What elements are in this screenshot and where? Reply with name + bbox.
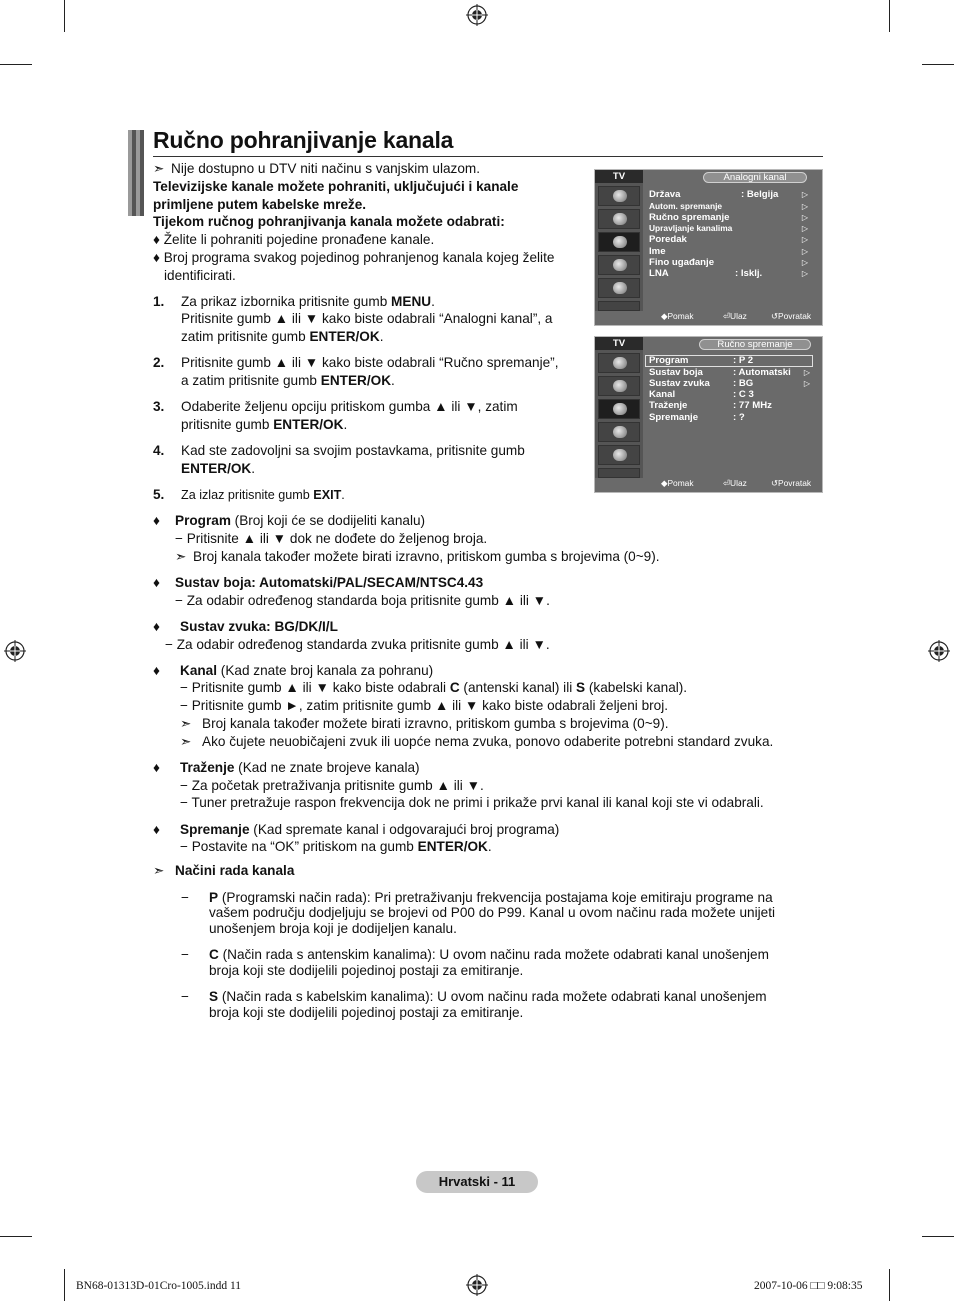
osd-application-icon [598,468,640,478]
crop-mark [64,0,65,32]
osd-item-ime[interactable]: Ime [649,246,666,257]
osd-picture-icon [598,353,640,373]
osd-arrow-icon: ▷ [801,202,808,211]
step-4-line-b: ENTER/OK. [181,461,256,476]
osd-footer [643,476,822,490]
osd-footer [643,309,822,323]
store-line-1: − Postavite na “OK” pritiskom na gumb ENTER/OK. [180,839,492,854]
step-4-number: 4. [153,443,165,458]
note-arrow-icon: ➣ [180,716,192,731]
registration-mark-icon [466,1274,488,1296]
intro-bullet-2a: ♦ Broj programa svakog pojedinog pohranjenog kanala kojeg želite [153,250,555,265]
crop-mark [922,64,954,65]
search-line-2: − Tuner pretražuje raspon frekvencija dok ne primi i prikaže prvi kanal ili kanal koji ste vi odabrali. [180,795,764,810]
osd-item-program[interactable]: Program [649,355,689,366]
osd-sidebar [595,183,643,311]
osd-application-icon [598,301,640,311]
osd-item-poredak[interactable]: Poredak [649,234,687,245]
mode-s-line-2: broja koji ste dodijelili pojedinoj postaji za emitiranje. [209,1005,524,1020]
mode-s-line-1: S (Način rada s kabelskim kanalima): U ovom načinu rada možete odabrati kanal unošenjem [209,989,767,1004]
osd-tv-label: TV [595,170,643,183]
step-2-line-b: a zatim pritisnite gumb ENTER/OK. [181,373,395,388]
osd-arrow-icon: ▷ [801,235,808,244]
osd-arrow-icon: ▷ [801,213,808,222]
mode-p-line-3: unošenjem broja koji je dodijeljen kanalu. [209,921,457,936]
store-heading: Spremanje (Kad spremate kanal i odgovarajući broj programa) [180,822,560,837]
registration-mark-icon [466,4,488,26]
crop-mark [889,1269,890,1301]
osd-tv-label: TV [595,337,643,350]
osd-manual-store-menu [594,336,823,493]
osd-item-sustav-boja[interactable]: Sustav boja [649,367,703,378]
osd-menu-title: Analogni kanal [703,172,807,183]
bullet-diamond: ♦ [153,575,160,590]
intro-bullet-2b: identificirati. [164,268,236,283]
page-number-label: Hrvatski - 11 [416,1171,538,1193]
registration-mark-icon [4,640,26,662]
color-system-heading: Sustav boja: Automatski/PAL/SECAM/NTSC4.43 [175,575,484,590]
osd-arrow-icon: ▷ [801,269,808,278]
osd-foot-return: ↺ Povratak [771,311,812,321]
channel-modes-heading: ➣ Načini rada kanala [153,863,295,878]
osd-foot-move: ◆ Pomak [661,311,694,321]
bullet-diamond: ♦ [153,663,160,678]
osd-value-program: : P 2 [733,355,754,366]
footer-file-name: BN68-01313D-01Cro-1005.indd 11 [76,1280,242,1292]
osd-sidebar [595,350,643,478]
note-arrow-icon: ➣ [153,863,165,878]
osd-arrow-icon: ▷ [801,224,808,233]
note-arrow-icon: ➣ [180,734,192,749]
osd-arrow-icon: ▷ [801,247,808,256]
osd-setup-icon [598,255,640,275]
step-3-line-b: pritisnite gumb ENTER/OK. [181,417,348,432]
page-title: Ručno pohranjivanje kanala [153,127,454,153]
osd-item-drzava[interactable]: Država [649,189,681,200]
osd-channel-icon [598,232,640,252]
osd-item-sustav-zvuka[interactable]: Sustav zvuka [649,378,710,389]
osd-value-trazenje: : 77 MHz [733,400,772,411]
bullet-diamond: ♦ [153,619,160,634]
step-5-line: Za izlaz pritisnite gumb EXIT. [181,488,345,502]
crop-mark [0,64,32,65]
step-2-number: 2. [153,355,165,370]
mode-p-line-1: P (Programski način rada): Pri pretraživanju frekvencija postajama koje emitiraju programe na [209,890,773,905]
osd-item-fino-ugadanje[interactable]: Fino ugađanje [649,257,715,268]
osd-foot-return: ↺ Povratak [771,478,812,488]
intro-bold-2: Tijekom ručnog pohranjivanja kanala možete odabrati: [153,214,505,229]
mode-dash: − [181,947,189,962]
osd-value-kanal: : C 3 [733,389,754,400]
step-1-number: 1. [153,294,165,309]
bullet-diamond: ♦ [153,513,160,528]
color-system-line-1: − Za odabir određenog standarda boja pritisnite gumb ▲ ili ▼. [175,593,550,608]
osd-item-upravljanje-kanalima[interactable]: Upravljanje kanalima [649,223,733,233]
osd-item-spremanje[interactable]: Spremanje [649,412,699,423]
channel-heading: Kanal (Kad znate broj kanala za pohranu) [180,663,434,678]
footer-date: 2007-10-06 □□ 9:08:35 [754,1280,863,1292]
osd-menu-title: Ručno spremanje [699,339,811,350]
mode-dash: − [181,890,189,905]
osd-value-sustav-zvuka: : BG [733,378,754,389]
mode-c-line-2: broja koji ste dodijelili pojedinoj postaji za emitiranje. [209,963,524,978]
intro-bullet-1: ♦ Želite li pohraniti pojedine pronađene kanale. [153,232,435,247]
search-line-1: − Za početak pretraživanja pritisnite gumb ▲ ili ▼. [180,778,484,793]
mode-c-line-1: C (Način rada s antenskim kanalima): U ovom načinu rada možete odabrati kanal unošenjem [209,947,769,962]
intro-bold-1b: primljene putem kabelske mreže. [153,197,367,212]
osd-sound-icon [598,376,640,396]
channel-line-2: − Pritisnite gumb ►, zatim pritisnite gumb ▲ ili ▼ kako biste odabrali željeni broj. [180,698,669,713]
sound-system-line-1: − Za odabir određenog standarda zvuka pritisnite gumb ▲ ili ▼. [165,637,550,652]
search-heading: Traženje (Kad ne znate brojeve kanala) [180,760,420,775]
osd-item-trazenje[interactable]: Traženje [649,400,688,411]
osd-arrow-icon: ▷ [801,258,808,267]
osd-foot-enter: ⏎ Ulaz [723,311,747,321]
mode-dash: − [181,989,189,1004]
osd-value-drzava: : Belgija [741,189,779,200]
step-3-line-a: Odaberite željenu opciju pritiskom gumba ▲ ili ▼, zatim [181,399,518,414]
osd-value-lna: : Isklj. [735,268,763,279]
note-arrow-icon: ➣ [175,549,187,564]
osd-value-sustav-boja: : Automatski [733,367,791,378]
title-rule [153,156,823,157]
osd-input-icon [598,278,640,298]
program-heading: Program (Broj koji će se dodijeliti kanalu) [175,513,426,528]
channel-line-3: ➣ Broj kanala također možete birati izravno, pritiskom gumba s brojevima (0~9). [180,716,669,731]
osd-foot-move: ◆ Pomak [661,478,694,488]
bullet-diamond: ♦ [153,822,160,837]
osd-item-kanal[interactable]: Kanal [649,389,676,400]
step-1-line-c: zatim pritisnite gumb ENTER/OK. [181,329,384,344]
crop-mark [922,1236,954,1237]
step-1-line-b: Pritisnite gumb ▲ ili ▼ kako biste odabrali “Analogni kanal”, a [181,311,553,326]
sound-system-heading: Sustav zvuka: BG/DK/I/L [180,619,338,634]
crop-mark [64,1269,65,1301]
osd-picture-icon [598,186,640,206]
osd-value-spremanje: : ? [733,412,745,423]
step-3-number: 3. [153,399,165,414]
crop-mark [889,0,890,32]
program-line-2: ➣ Broj kanala također možete birati izravno, pritiskom gumba s brojevima (0~9). [175,549,660,564]
step-2-line-a: Pritisnite gumb ▲ ili ▼ kako biste odabrali “Ručno spremanje”, [181,355,559,370]
intro-note: ➣ Nije dostupno u DTV niti načinu s vanjskim ulazom. [153,161,481,176]
note-arrow-icon: ➣ [153,161,165,176]
osd-foot-enter: ⏎ Ulaz [723,478,747,488]
program-line-1: − Pritisnite ▲ ili ▼ dok ne dođete do željenog broja. [175,531,488,546]
channel-line-4: ➣ Ako čujete neuobičajeni zvuk ili uopće nema zvuka, ponovo odaberite potrebni standard zvuka. [180,734,774,749]
mode-p-line-2: vašem području dodjeljuju se brojevi od P00 do P99. Kanal u ovom načinu rada možete unijeti [209,905,775,920]
registration-mark-icon [928,640,950,662]
osd-item-autom-spremanje[interactable]: Autom. spremanje [649,201,723,211]
osd-item-rucno-spremanje[interactable]: Ručno spremanje [649,212,730,223]
osd-setup-icon [598,422,640,442]
step-1-line-a: Za prikaz izbornika pritisnite gumb MENU. [181,294,435,309]
osd-arrow-icon: ▷ [803,368,810,377]
osd-arrow-icon: ▷ [803,379,810,388]
crop-mark [0,1236,32,1237]
osd-channel-icon [598,399,640,419]
intro-bold-1a: Televizijske kanale možete pohraniti, uključujući i kanale [153,179,519,194]
step-5-number: 5. [153,487,165,502]
osd-arrow-icon: ▷ [801,190,808,199]
title-decoration-bar [128,130,144,216]
bullet-diamond: ♦ [153,760,160,775]
step-4-line-a: Kad ste zadovoljni sa svojim postavkama, pritisnite gumb [181,443,525,458]
channel-line-1: − Pritisnite gumb ▲ ili ▼ kako biste odabrali C (antenski kanal) ili S (kabelski kanal). [180,680,688,695]
osd-analog-channel-menu [594,169,823,326]
osd-item-lna[interactable]: LNA [649,268,669,279]
osd-sound-icon [598,209,640,229]
osd-input-icon [598,445,640,465]
